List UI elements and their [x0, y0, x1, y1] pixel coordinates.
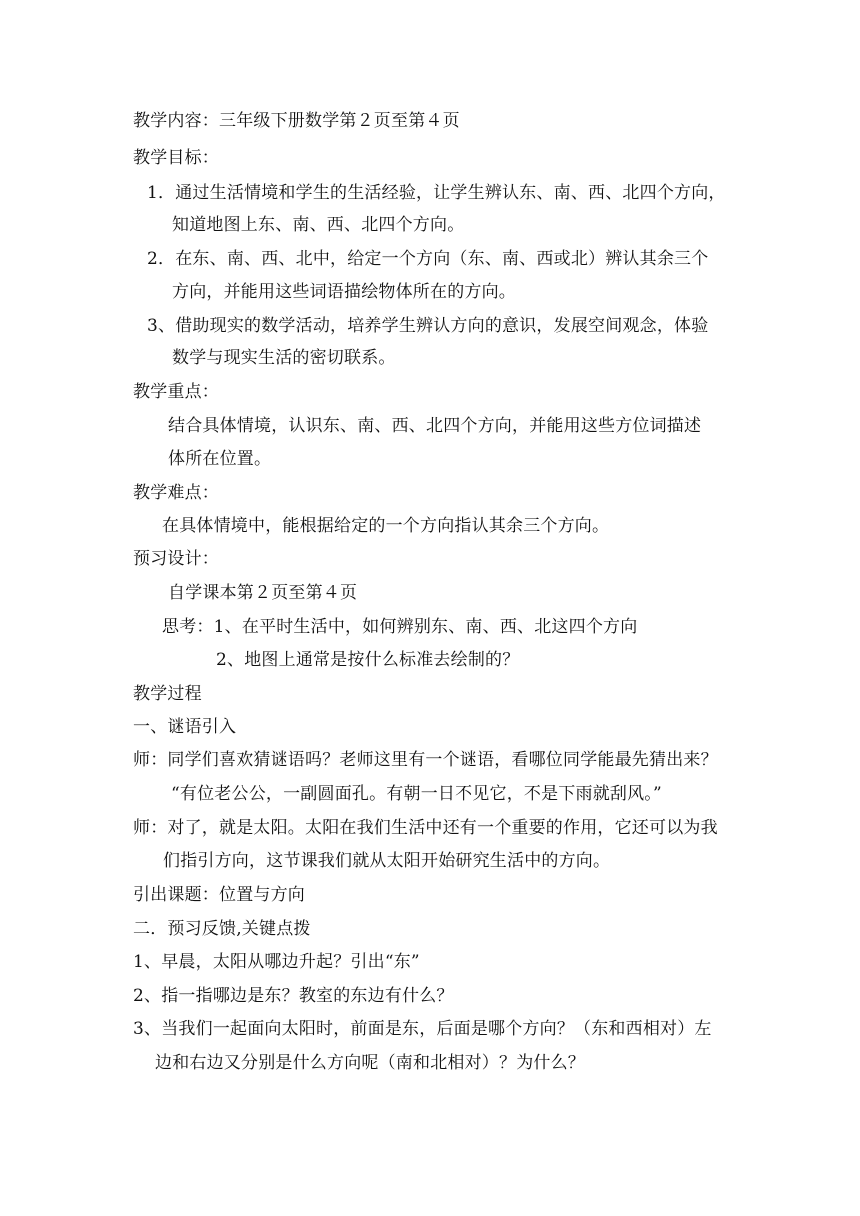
- section-2-heading: 二．预习反馈,关键点拨: [133, 919, 311, 939]
- riddle-line: “有位老公公，一副圆面孔。有朝一日不见它，不是下雨就刮风。”: [171, 784, 662, 804]
- objective-1-line-2: 知道地图上东、南、西、北四个方向。: [172, 215, 465, 235]
- key-points-line-1: 结合具体情境，认识东、南、西、北四个方向，并能用这些方位词描述: [168, 416, 702, 436]
- objective-1-line-1: 1．通过生活情境和学生的生活经验，让学生辨认东、南、西、北四个方向，: [147, 183, 726, 203]
- key-points-line-2: 体所在位置。: [168, 449, 272, 469]
- difficulty-heading: 教学难点：: [133, 483, 219, 503]
- preview-self-study: 自学课本第２页至第４页: [168, 583, 358, 603]
- objective-2-line-2: 方向，并能用这些词语描绘物体所在的方向。: [172, 282, 516, 302]
- objective-3-line-2: 数学与现实生活的密切联系。: [172, 348, 396, 368]
- teaching-objectives-heading: 教学目标：: [133, 148, 219, 168]
- key-points-heading: 教学重点：: [133, 382, 219, 402]
- objective-2-line-1: 2．在东、南、西、北中，给定一个方向（东、南、西或北）辨认其余三个: [147, 249, 709, 269]
- teacher-line-2a: 师：对了，就是太阳。太阳在我们生活中还有一个重要的作用，它还可以为我: [133, 818, 718, 838]
- question-2: 2、指一指哪边是东？教室的东边有什么？: [133, 986, 454, 1006]
- question-1: 1、早晨，太阳从哪边升起？引出“东”: [133, 952, 420, 972]
- section-1-heading: 一、谜语引入: [133, 717, 237, 737]
- topic-line: 引出课题：位置与方向: [133, 885, 305, 905]
- process-heading: 教学过程: [133, 684, 202, 704]
- teaching-content-line: 教学内容：三年级下册数学第２页至第４页: [133, 111, 460, 131]
- difficulty-line: 在具体情境中，能根据给定的一个方向指认其余三个方向。: [162, 516, 610, 536]
- preview-heading: 预习设计：: [133, 549, 219, 569]
- question-3-line-1: 3、当我们一起面向太阳时，前面是东，后面是哪个方向？（东和西相对）左: [133, 1019, 712, 1039]
- question-3-line-2: 边和右边又分别是什么方向呢（南和北相对）？为什么？: [155, 1053, 585, 1073]
- teacher-line-2b: 们指引方向，这节课我们就从太阳开始研究生活中的方向。: [163, 851, 611, 871]
- preview-think-2: 2、地图上通常是按什么标准去绘制的？: [216, 650, 520, 670]
- preview-think-1: 思考：1、在平时生活中，如何辨别东、南、西、北这四个方向: [162, 617, 638, 637]
- objective-3-line-1: 3、借助现实的数学活动，培养学生辨认方向的意识，发展空间观念，体验: [147, 316, 709, 336]
- teacher-line-1: 师：同学们喜欢猜谜语吗？老师这里有一个谜语，看哪位同学能最先猜出来？: [133, 750, 718, 770]
